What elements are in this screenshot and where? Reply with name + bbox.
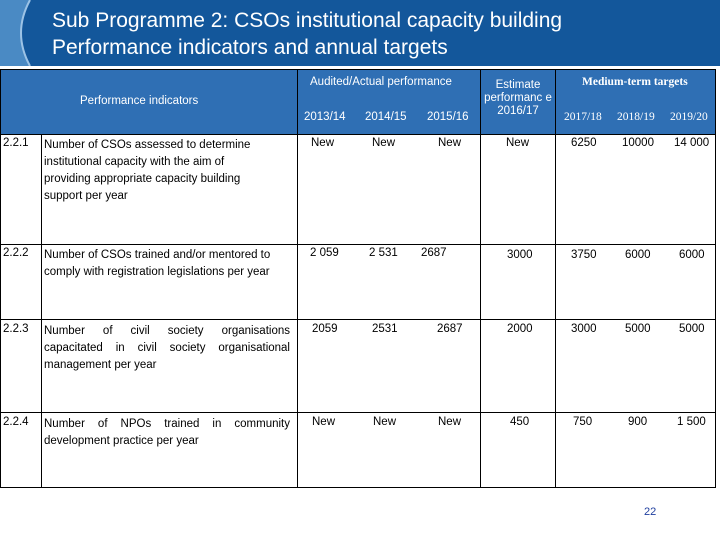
row-value: 2 531 xyxy=(369,247,398,259)
grid-line xyxy=(0,244,716,245)
row-number: 2.2.1 xyxy=(3,137,29,149)
row-value: New xyxy=(438,137,462,149)
header-year-2019: 2019/20 xyxy=(670,111,708,123)
row-value: 1 500 xyxy=(677,416,706,428)
row-indicator: Number of NPOs trained in community development practice per year xyxy=(44,418,290,447)
row-value: New xyxy=(372,137,396,149)
row-value: 10000 xyxy=(622,137,654,149)
header-year-2014: 2014/15 xyxy=(365,111,407,123)
header-year-2018: 2018/19 xyxy=(617,111,655,123)
row-value: 6000 xyxy=(679,249,705,261)
row-value: 14 000 xyxy=(674,137,710,149)
row-value: 750 xyxy=(573,416,593,428)
grid-line xyxy=(0,69,716,70)
header-estimate-label: Estimate performanc e 2016/17 xyxy=(484,79,552,117)
row-value: New xyxy=(311,137,335,149)
grid-line xyxy=(0,319,716,320)
header-indicators xyxy=(0,69,297,134)
row-indicator: Number of CSOs assessed to determine institutional capacity with the aim of providing appropriate capacity building support per year xyxy=(44,139,251,202)
row-value: 3000 xyxy=(507,249,533,261)
header-decoration xyxy=(0,0,40,66)
header-year-2013: 2013/14 xyxy=(304,111,346,123)
performance-table xyxy=(0,69,716,488)
row-value: 450 xyxy=(510,416,530,428)
slide-title-line2: Performance indicators and annual targets xyxy=(52,36,448,59)
header-year-2015: 2015/16 xyxy=(427,111,469,123)
header-audited xyxy=(298,69,480,134)
header-year-2017: 2017/18 xyxy=(564,111,602,123)
row-value: 2000 xyxy=(507,323,533,335)
row-value: New xyxy=(373,416,397,428)
row-value: 6250 xyxy=(571,137,597,149)
header-estimate xyxy=(481,69,555,134)
header-medium-term-label: Medium-term targets xyxy=(582,76,688,88)
row-indicator: Number of civil society organisations capacitated in civil society organisational management per year xyxy=(44,325,290,371)
grid-line xyxy=(0,134,716,135)
grid-line xyxy=(0,69,1,488)
grid-line xyxy=(0,487,716,488)
row-value: 5000 xyxy=(679,323,705,335)
row-indicator: Number of CSOs trained and/or mentored to comply with registration legislations per year xyxy=(44,249,271,278)
grid-line xyxy=(41,134,42,488)
header-audited-label: Audited/Actual performance xyxy=(310,76,452,88)
slide-title-line1: Sub Programme 2: CSOs institutional capacity building xyxy=(52,9,563,32)
row-value: 2531 xyxy=(372,323,398,335)
grid-line xyxy=(715,69,716,488)
row-value: 3000 xyxy=(571,323,597,335)
grid-line xyxy=(555,69,556,488)
row-value: New xyxy=(312,416,336,428)
page-number: 22 xyxy=(644,506,657,518)
row-number: 2.2.2 xyxy=(3,247,29,259)
row-value: 2059 xyxy=(312,323,338,335)
row-number: 2.2.4 xyxy=(3,416,29,428)
row-value: 5000 xyxy=(625,323,651,335)
row-value: New xyxy=(438,416,462,428)
header-indicators-label: Performance indicators xyxy=(80,95,199,107)
row-value: 2 059 xyxy=(310,247,339,259)
row-value: 2687 xyxy=(437,323,463,335)
row-value: 2687 xyxy=(421,247,447,259)
row-value: New xyxy=(506,137,530,149)
grid-line xyxy=(297,69,298,488)
row-value: 6000 xyxy=(625,249,651,261)
header-medium-term xyxy=(556,69,716,134)
row-value: 3750 xyxy=(571,249,597,261)
row-number: 2.2.3 xyxy=(3,323,29,335)
row-value: 900 xyxy=(628,416,648,428)
grid-line xyxy=(0,412,716,413)
grid-line xyxy=(480,69,481,488)
